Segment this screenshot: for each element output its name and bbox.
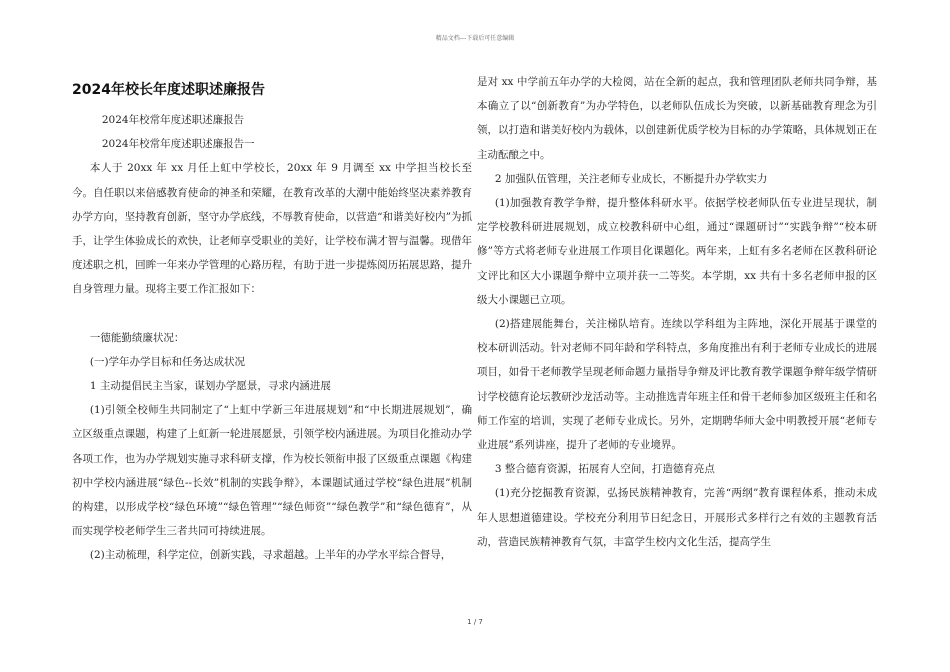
paragraph: (1)引领全校师生共同制定了“上虹中学新三年进展规划”和“中长期进展规划”，确立区级重点课题，构建了上虹新一轮进展愿景，引领学校内涵进展。为项目化推动办学各项工作，也为办学规划实施寻求科研支撑，作为校长领衔申报了区级重点课题《构建初中学校内涵进展“绿色--长效”机制的实践争辩》，本课题试通过学校“绿色进展”机制的构建，以形成学校“绿色环境”“绿色管理”“绿色师资”“绿色教学”和“绿色德育”，从而实现学校老师学生三者共同可持续进展。 bbox=[72, 404, 472, 538]
page-header: 精品文档---下载后可任意编辑 bbox=[435, 35, 515, 42]
paragraph: 本人于 20xx 年 xx 月任上虹中学校长，20xx 年 9 月调至 xx 中学担当校长至今。自任职以来倍感教育使命的神圣和荣耀，在教育改革的大潮中能始终坚决素养教育办学方向，坚持教育创新，坚守办学底线，不辱教育使命，以营造“和谐美好校内”为抓手，让学生体验成长的欢快，让老师享受职业的美好，让学校布满才智与温馨。现借年度述职之机，回眸一年来办学管理的心路历程，有助于进一步提炼阅历拓展思路，提升自身管理力量。现将主要工作汇报如下： bbox=[72, 162, 472, 296]
paragraph: (一)学年办学目标和任务达成状况 bbox=[89, 355, 246, 368]
document-title: 2024年校长年度述职述廉报告 bbox=[72, 82, 265, 98]
paragraph-spacer bbox=[72, 302, 472, 326]
right-column bbox=[477, 70, 877, 554]
right-column-body bbox=[477, 70, 877, 554]
paragraph: (1)加强教育教学争辩，提升整体科研水平。依据学校老师队伍专业进呈现状，制定学校教科研进展规划，成立校教科研中心组，通过“课题研讨”“实践争辩”“校本研修”等方式将老师专业进展工作项目化课题化。两年来，上虹有多名老师在区教科研论文评比和区大小课题争辩中立项并获一二等奖。本学期，xx 共有十多名老师申报的区级大小课题已立项。 bbox=[477, 197, 877, 306]
paragraph: 是对 xx 中学前五年办学的大检阅，站在全新的起点，我和管理团队老师共同争辩，基本确立了以“创新教育”为办学特色，以老师队伍成长为突破，以新基础教育理念为引领，以打造和谐美好校内为载体，以创建新优质学校为目标的办学策略，具体规划正在主动酝酿之中。 bbox=[477, 76, 877, 161]
paragraph: (2)主动梳理，科学定位，创新实践，寻求超越。上半年的办学水平综合督导， bbox=[89, 549, 452, 562]
paragraph: 2024年校常年度述职述廉报告 bbox=[101, 114, 245, 126]
left-column-body bbox=[72, 108, 472, 568]
paragraph: 一德能勤绩廉状况： bbox=[89, 331, 185, 344]
paragraph: 1 主动提倡民主当家，谋划办学愿景，寻求内涵进展 bbox=[89, 380, 331, 393]
paragraph: 3 整合德育资源，拓展育人空间，打造德育亮点 bbox=[494, 463, 715, 476]
paragraph: 2024年校常年度述职述廉报告一 bbox=[101, 138, 255, 151]
paragraph: (1)充分挖掘教育资源，弘扬民族精神教育，完善“两纲”教育课程体系，推动未成年人思想道德建设。学校充分利用节日纪念日，开展形式多样行之有效的主题教育活动，营造民族精神教育气氛，丰富学生校内文化生活，提高学生 bbox=[477, 487, 877, 548]
left-column bbox=[72, 74, 472, 568]
page-number: 1 / 7 bbox=[467, 618, 483, 626]
paragraph: 2 加强队伍管理，关注老师专业成长，不断提升办学软实力 bbox=[494, 172, 768, 185]
paragraph: (2)搭建展能舞台，关注梯队培育。连续以学科组为主阵地，深化开展基于课堂的校本研训活动。针对老师不同年龄和学科特点，多角度推出有利于老师专业成长的进展项目，如骨干老师教学呈现老师命题力量指导争辩及评比教育教学课题争辩年级学情研讨学校德育论坛教研沙龙活动等。主动推选青年班主任和骨干老师参加区级班主任和名师工作室的培训，实现了老师专业成长。另外，定期聘华师大金中明教授开展“老师专业进展”系列讲座，提升了老师的专业境界。 bbox=[477, 318, 877, 452]
